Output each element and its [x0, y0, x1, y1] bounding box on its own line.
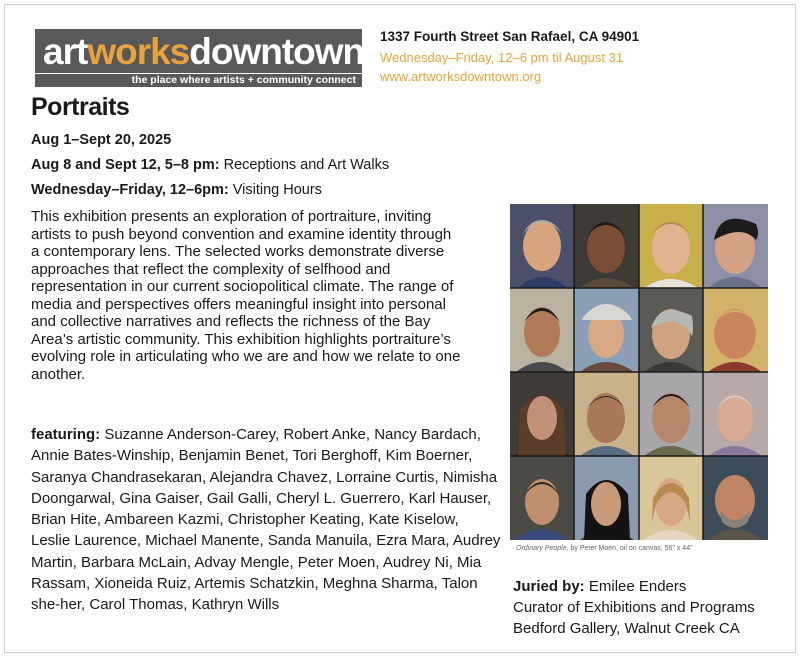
juror-role: Curator of Exhibitions and Programs — [513, 599, 755, 616]
featuring-artist-list: Suzanne Anderson-Carey, Robert Anke, Nancy Bardach, Annie Bates-Winship, Benjamin Benet, Tori Berghoff, Kim Boerner, Saranya Chandrasekaran, Alejandra Chavez, Lorraine Curtis, Nimisha Doongarwal, Gina Gaiser, Gail Galli, Cheryl L. Guerrero, Karl Hauser, Brian Hite, Ambareen Kazmi, Christopher Keating, Kate Kiselow, Leslie Laurence, Michael Manente, Sanda Manuila, Ezra Mara, Audrey Martin, Barbara McLain, Advay Mengle, Peter Moen, Audrey Ni, Mia Rassam, Xioneida Ruiz, Artemis Schatzkin, Meghna Sharma, Talon she-her, Carol Thomas, Kathryn Wills — [31, 426, 501, 614]
juror-name-line — [513, 576, 755, 597]
logo-word-art: art — [43, 31, 88, 72]
artwork-image — [510, 204, 768, 540]
artwork-details: by Peter Moen, oil on canvas, 56" x 44" — [568, 545, 693, 552]
logo-tagline: the place where artists + community connect — [35, 73, 362, 87]
logo-wordmark — [43, 32, 364, 72]
portrait-grid-painting — [510, 204, 768, 540]
artwork-title: Ordinary People, — [516, 545, 569, 552]
exhibition-description: This exhibition presents an exploration of portraiture, inviting artists to push beyond convention and examine identity through a contemporary lens. The selected works demonstrate diverse approaches that reflect the complexity of selfhood and representation in our current sociopolitical climate. The range of media and perspectives offers meaningful insight into personal and collective narratives and reflects the richness of the Bay Area’s artistic community. This exhibition highlights portraiture’s evolving role in articulating who we are and how we relate to one another. — [31, 208, 461, 383]
venue-address: 1337 Fourth Street San Rafael, CA 94901 — [380, 29, 640, 44]
receptions-text: Receptions and Art Walks — [219, 157, 390, 173]
receptions-line — [31, 157, 389, 173]
featuring-label: featuring: — [31, 426, 101, 443]
receptions-label: Aug 8 and Sept 12, 5–8 pm: — [31, 157, 220, 173]
venue-hours: Wednesday–Friday, 12–6 pm til August 31 — [380, 50, 624, 65]
juror-block — [513, 576, 755, 639]
logo-word-works: works — [87, 31, 190, 72]
juror-label: Juried by: — [513, 578, 585, 595]
visiting-hours-line — [31, 182, 322, 198]
juror-organization: Bedford Gallery, Walnut Creek CA — [513, 620, 740, 637]
visiting-text: Visiting Hours — [228, 182, 322, 198]
featured-artists — [31, 424, 501, 616]
exhibition-dates: Aug 1–Sept 20, 2025 — [31, 132, 172, 148]
visiting-label: Wednesday–Friday, 12–6pm: — [31, 182, 229, 198]
artwork-caption — [516, 545, 693, 552]
artworks-downtown-logo — [35, 29, 365, 87]
logo-word-downtown: downtown — [189, 31, 365, 72]
exhibition-title: Portraits — [31, 93, 130, 121]
venue-website-link[interactable]: www.artworksdowntown.org — [380, 69, 542, 84]
juror-name: Emilee Enders — [584, 578, 687, 595]
